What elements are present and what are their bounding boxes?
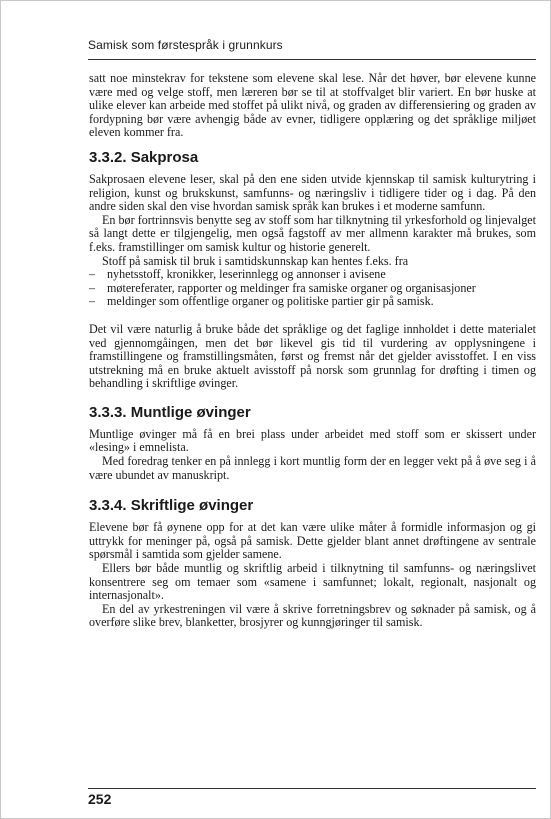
list-item — [89, 268, 536, 282]
dash-list — [89, 268, 536, 309]
paragraph: Stoff på samisk til bruk i samtidskunnskap kan hentes f.eks. fra — [102, 253, 409, 268]
list-item-text: møtereferater, rapporter og meldinger fra samiske organer og organisasjoner — [107, 280, 476, 295]
paragraph: En bør fortrinnsvis benytte seg av stoff som har tilknytning til yrkesforhold og linjevalget så langt dette er tilgjengelig, men også fagstoff av mer allmenn karakter må brukes, som f.eks. framstillinger om samisk kultur og historie generelt. — [89, 212, 536, 254]
paragraph: En del av yrkestreningen vil være å skrive forretningsbrev og søknader på samisk, og å overføre slike brev, blanketter, brosjyrer og kunngjøringer til samisk. — [89, 601, 536, 630]
intro-paragraph: satt noe minstekrav for tekstene som elevene skal lese. Når det høver, bør elevene kunne være med og velge stoff, men læreren bør se til at stoffvalget blir variert. En bør huske at ulike elever kan arbeide med stoffet på ulikt nivå, og graden av differensiering og graden av fordypning bør være avhengig både av evner, tidligere opplæring og det språklige miljøet eleven kommer fra. — [89, 71, 536, 140]
section-skriftlige-ovinger — [89, 497, 536, 630]
list-dash: – — [89, 267, 96, 282]
paragraph: Det vil være naturlig å bruke både det språklige og det faglige innholdet i dette materialet ved gjennomgåingen, men det bør likevel gis tid til vurdering av opplysningene i framstillingene og framstillingsmåten, først og fremst når det gjelder avisstoffet. I en viss utstrekning må en bruke aktuelt avisstoff på norsk som grunnlag for drøfting i timen og behandling i skriftlige øvinger. — [89, 321, 536, 391]
list-dash: – — [89, 294, 96, 309]
header-rule — [88, 59, 536, 60]
footer-rule — [88, 788, 536, 789]
list-item — [89, 282, 536, 296]
section-heading: 3.3.4. Skriftlige øvinger — [89, 497, 254, 515]
paragraph: Sakprosaen elevene leser, skal på den ene siden utvide kjennskap til samisk kulturytring i religion, kunst og brukskunst, samfunns- og næringsliv i tidligere tider og i dag. På den andre siden skal den vise hvordan samisk språk kan brukes i et moderne samfunn. — [89, 171, 536, 214]
paragraph: Elevene bør få øynene opp for at det kan være ulike måter å formidle informasjon og gi uttrykk for meninger på, også på samisk. Dette gjelder blant annet drøftingene av sentrale spørsmål i samtida som gjelder samene. — [89, 520, 536, 562]
section-muntlige-ovinger — [89, 404, 536, 482]
list-dash: – — [89, 280, 96, 295]
paragraph: Ellers bør både muntlig og skriftlig arbeid i tilknytning til samfunns- og næringslivet konsentrere seg om temaer som «samene i samfunnet; lokalt, regionalt, nasjonalt og internasjonalt». — [89, 561, 536, 603]
spacer — [89, 309, 536, 323]
section-heading: 3.3.3. Muntlige øvinger — [89, 403, 251, 421]
paragraph: Med foredrag tenker en på innlegg i kort muntlig form der en legger vekt på å øve seg i å være ubundet av manuskript. — [89, 454, 536, 482]
section-sakprosa — [89, 149, 536, 391]
list-item — [89, 295, 536, 309]
list-item-text: nyhetsstoff, kronikker, leserinnlegg og annonser i avisene — [107, 267, 386, 282]
page-content — [89, 72, 536, 630]
list-item-text: meldinger som offentlige organer og politiske partier gir på samisk. — [107, 294, 434, 309]
paragraph: Muntlige øvinger må få en brei plass under arbeidet med stoff som er skissert under «lesing» i emnelista. — [89, 426, 536, 455]
section-heading: 3.3.2. Sakprosa — [89, 148, 199, 166]
page-number: 252 — [88, 791, 112, 807]
running-header: Samisk som førstespråk i grunnkurs — [88, 38, 283, 52]
